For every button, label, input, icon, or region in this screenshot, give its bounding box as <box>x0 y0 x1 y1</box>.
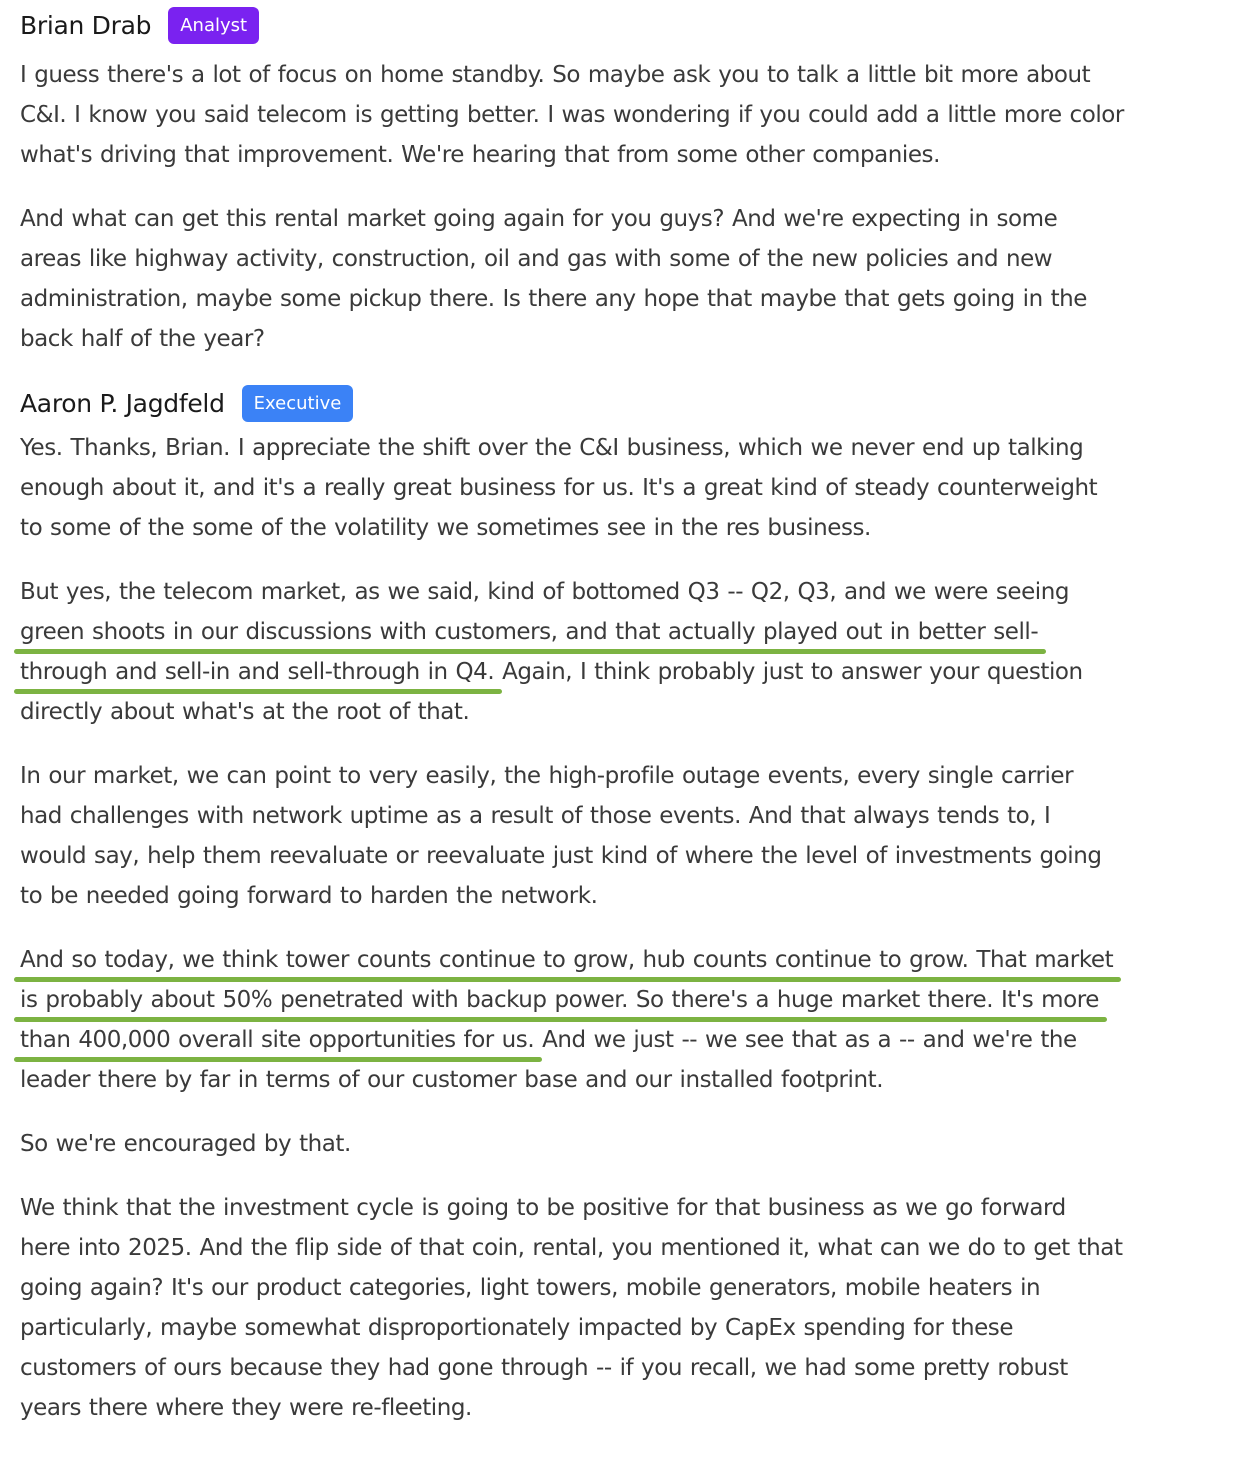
text-line: In our market, we can point to very easily, the high-profile outage events, every single carrier <box>20 763 1074 789</box>
text-fragment: Again, I think probably just to answer your question <box>494 659 1083 685</box>
highlighted-text: And so today, we think tower counts continue to grow, hub counts continue to grow. That market <box>20 940 1113 980</box>
speaker-header <box>20 383 1245 423</box>
transcript <box>20 0 1245 1452</box>
paragraph-highlighted <box>20 572 1245 732</box>
text-line: customers of ours because they had gone through -- if you recall, we had some pretty robust <box>20 1355 1068 1381</box>
text-line: But yes, the telecom market, as we said, kind of bottomed Q3 -- Q2, Q3, and we were seeing <box>20 579 1070 605</box>
speaker-name: Brian Drab <box>20 10 152 40</box>
paragraph <box>20 428 1245 548</box>
executive-badge: Executive <box>242 385 354 422</box>
text-line <box>20 652 1245 692</box>
text-line: here into 2025. And the flip side of that coin, rental, you mentioned it, what can we do to get that <box>20 1235 1123 1261</box>
text-line: what's driving that improvement. We're hearing that from some other companies. <box>20 142 940 168</box>
paragraph <box>20 756 1245 916</box>
text-line: enough about it, and it's a really great business for us. It's a great kind of steady counterweight <box>20 475 1098 501</box>
highlighted-text: through and sell-in and sell-through in Q4. <box>20 652 494 692</box>
text-line: C&I. I know you said telecom is getting better. I was wondering if you could add a little more color <box>20 102 1124 128</box>
highlighted-text: green shoots in our discussions with customers, and that actually played out in better sell- <box>20 612 1038 652</box>
text-line: We think that the investment cycle is going to be positive for that business as we go forward <box>20 1195 1066 1221</box>
paragraph <box>20 1188 1245 1428</box>
text-line: So we're encouraged by that. <box>20 1131 351 1157</box>
text-line: to some of the some of the volatility we sometimes see in the res business. <box>20 515 871 541</box>
text-line: would say, help them reevaluate or reevaluate just kind of where the level of investments going <box>20 843 1102 869</box>
text-line: had challenges with network uptime as a result of those events. And that always tends to, I <box>20 803 1051 829</box>
text-line: I guess there's a lot of focus on home standby. So maybe ask you to talk a little bit more about <box>20 62 1091 88</box>
analyst-badge: Analyst <box>168 7 259 44</box>
paragraph <box>20 55 1245 175</box>
text-line: administration, maybe some pickup there. Is there any hope that maybe that gets going in the <box>20 286 1087 312</box>
paragraph <box>20 199 1245 359</box>
text-line: back half of the year? <box>20 326 265 352</box>
text-fragment: And we just -- we see that as a -- and we're the <box>534 1027 1077 1053</box>
text-line: leader there by far in terms of our customer base and our installed footprint. <box>20 1067 884 1093</box>
text-line: directly about what's at the root of that. <box>20 699 470 725</box>
highlighted-text: is probably about 50% penetrated with backup power. So there's a huge market there. It's more <box>20 980 1099 1020</box>
paragraph <box>20 1124 1245 1164</box>
speaker-block-aaron-jagdfeld <box>20 383 1245 1428</box>
paragraph-highlighted <box>20 940 1245 1100</box>
text-line: to be needed going forward to harden the network. <box>20 883 598 909</box>
text-line <box>20 940 1245 980</box>
highlighted-text: than 400,000 overall site opportunities for us. <box>20 1020 534 1060</box>
text-line: areas like highway activity, construction, oil and gas with some of the new policies and new <box>20 246 1053 272</box>
speaker-name: Aaron P. Jagdfeld <box>20 388 225 418</box>
text-line: Yes. Thanks, Brian. I appreciate the shift over the C&I business, which we never end up talking <box>20 435 1084 461</box>
text-line <box>20 612 1245 652</box>
speaker-header <box>20 5 1245 45</box>
text-line: And what can get this rental market going again for you guys? And we're expecting in some <box>20 206 1058 232</box>
text-line: particularly, maybe somewhat disproportionately impacted by CapEx spending for these <box>20 1315 1014 1341</box>
text-line: going again? It's our product categories, light towers, mobile generators, mobile heaters in <box>20 1275 1041 1301</box>
text-line <box>20 980 1245 1020</box>
text-line <box>20 1020 1245 1060</box>
text-line: years there where they were re-fleeting. <box>20 1395 472 1421</box>
speaker-block-brian-drab <box>20 5 1245 359</box>
